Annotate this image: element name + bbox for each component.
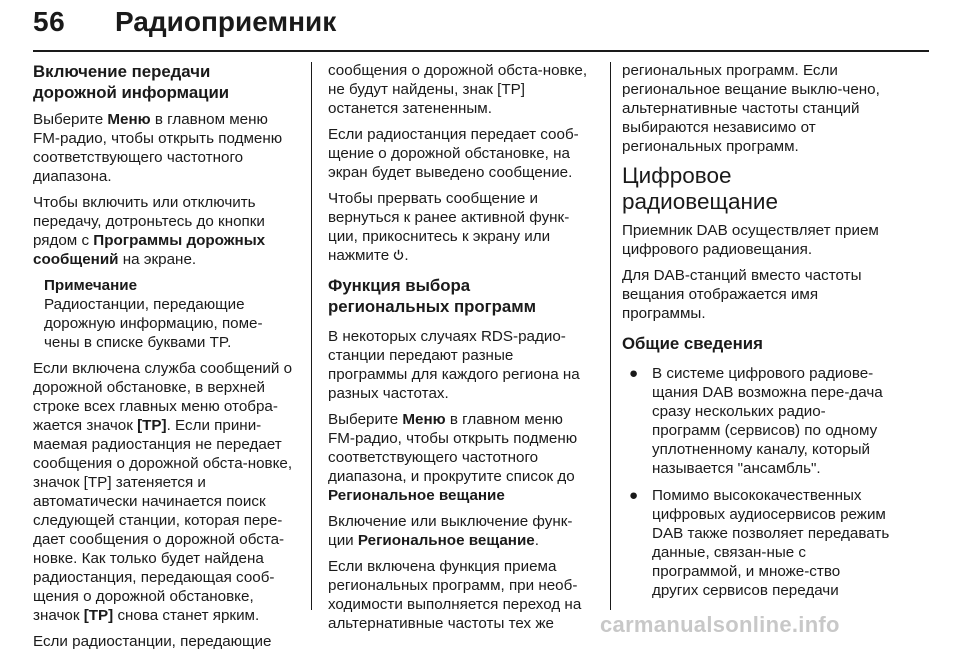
heading-dab: Цифровое радиовещание (622, 163, 778, 214)
power-icon (393, 247, 404, 259)
paragraph: региональных программ. Если региональное вещание выклю-чено, альтернативные частоты станций выбираются независимо от региональных программ. (622, 62, 880, 155)
paragraph: Если радиостанции, передающие (33, 633, 272, 650)
menu-term: Меню (402, 411, 446, 428)
bullet-icon: ● (629, 487, 639, 504)
header-rule (33, 50, 929, 52)
section-title: Радиоприемник (115, 6, 337, 37)
paragraph: сообщения о дорожной обста-новке, не будут найдены, знак [TP] останется затененным. (328, 62, 588, 117)
column-2 (328, 61, 592, 640)
note-block (33, 276, 297, 352)
heading-traffic-info: Включение передачи дорожной информации (33, 62, 230, 102)
paragraph: Чтобы включить или отключить передачу, дотроньтесь до кнопки рядом с Программы дорожных сообщений на экране. (33, 194, 266, 268)
menu-term: Меню (107, 111, 151, 128)
list-item: ● В системе цифрового радиове-щания DAB возможна пере-дача сразу нескольких радио-программ (сервисов) по одному уплотненному каналу, который называется "ансамбль". (629, 365, 883, 477)
bullet-icon: ● (629, 365, 639, 382)
regional-term: Региональное вещание (357, 532, 535, 549)
column-divider-2 (610, 62, 611, 610)
subheading-general: Общие сведения (622, 334, 763, 353)
column-divider-1 (311, 62, 312, 610)
paragraph: В некоторых случаях RDS-радио-станции передают разные программы для каждого региона на разных частотах. (328, 328, 580, 402)
paragraph: Если включена служба сообщений о дорожной обстановке, в верхней строке всех главных меню отобра-жается значок [TP]. Если прини-маемая радиостанция не передает сообщения о дорожной обста-новке, значок [TP] затеняется и автоматически начинается поиск следующей станции, которая пере-дает сообщения о дорожной обста-новке. Как только будет найдена радиостанция, передающая сооб-щения о дорожной обстановке, значок [TP] снова станет ярким. (33, 360, 293, 624)
traffic-programs-term: Программы дорожных сообщений (33, 232, 266, 268)
paragraph: Приемник DAB осуществляет прием цифрового радиовещания. (622, 222, 879, 258)
paragraph: Выберите Меню в главном меню FM-радио, чтобы открыть подменю соответствующего частотного диапазона, и прокрутите список до Региональное вещание (328, 411, 578, 504)
tp-term: [TP] (83, 607, 114, 624)
bullet-list (622, 364, 890, 600)
paragraph: Если радиостанция передает сооб-щение о дорожной обстановке, на экран будет выведено сообщение. (328, 126, 579, 181)
paragraph: Для DAB-станций вместо частоты вещания отображается имя программы. (622, 267, 862, 322)
heading-regional: Функция выбора региональных программ (328, 276, 537, 316)
paragraph: Включение или выключение функ-ции Региональное вещание. (328, 513, 573, 549)
watermark: carmanualsonline.info (600, 612, 840, 637)
column-3 (622, 61, 890, 608)
note-text: Радиостанции, передающие дорожную информацию, поме-чены в списке буквами TP. (44, 296, 263, 351)
page-number: 56 (33, 6, 66, 37)
column-1 (33, 61, 297, 658)
page-header (33, 6, 929, 46)
list-item: ● Помимо высококачественных цифровых аудиосервисов режим DAB также позволяет передавать данные, связан-ные с программой, и множе-ство других сервисов передачи (629, 487, 890, 599)
paragraph: Если включена функция приема региональных программ, при необ-ходимости выполняется переход на альтернативные частоты тех же (328, 558, 582, 632)
tp-term: [TP] (137, 417, 167, 434)
note-title: Примечание (44, 277, 138, 294)
paragraph: Чтобы прервать сообщение и вернуться к ранее активной функ-ции, прикоснитесь к экрану или нажмите . (328, 190, 570, 264)
regional-term: Региональное вещание (328, 487, 505, 504)
paragraph: Выберите Меню в главном меню FM-радио, чтобы открыть подменю соответствующего частотного диапазона. (33, 111, 283, 185)
